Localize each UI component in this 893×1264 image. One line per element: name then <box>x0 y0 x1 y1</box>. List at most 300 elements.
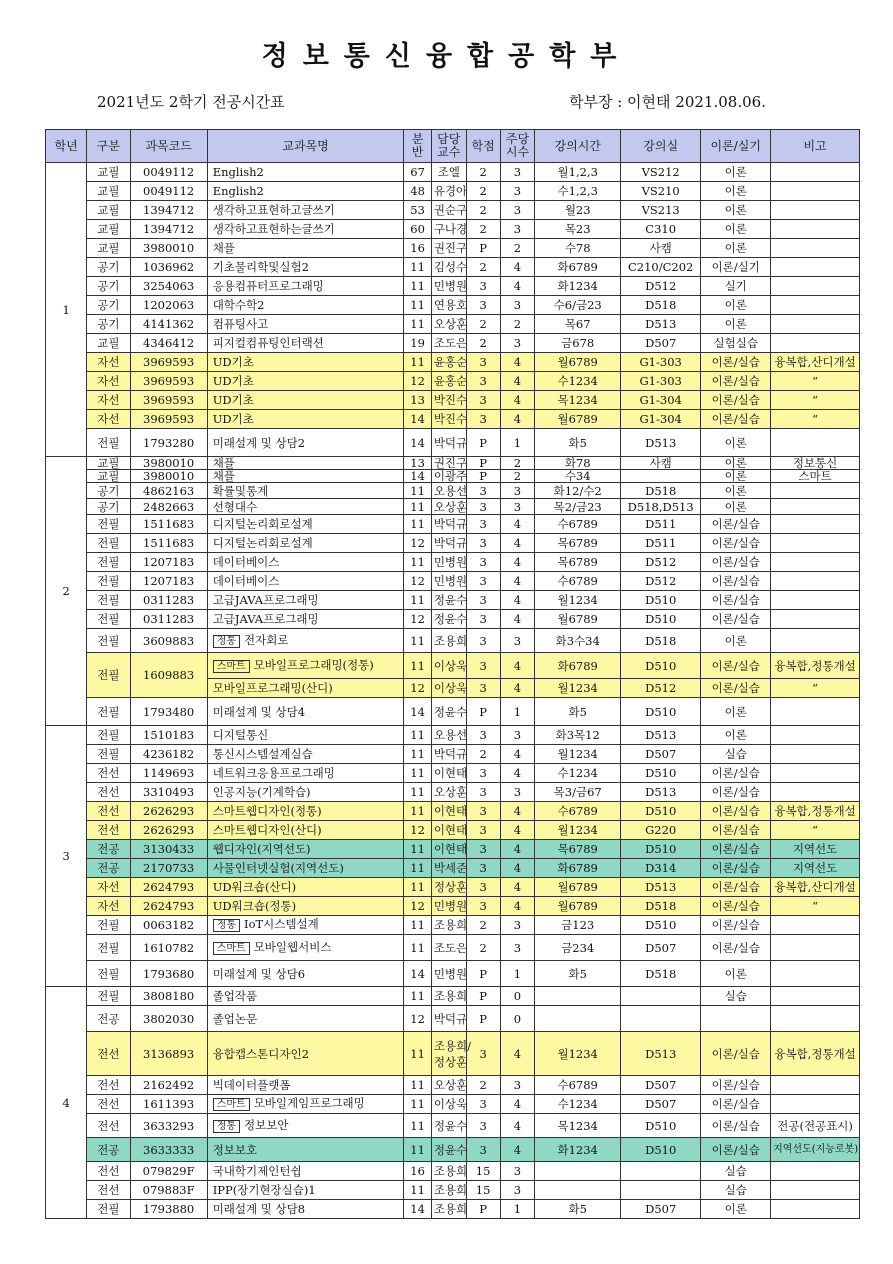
hr-cell: 0 <box>500 1006 535 1032</box>
room-cell: G220 <box>621 821 701 840</box>
table-row <box>46 783 860 802</box>
sec-cell: 14 <box>404 698 431 726</box>
hr-cell: 4 <box>500 353 535 372</box>
note-cell <box>771 534 860 553</box>
course-code-cell: 3136893 <box>130 1032 207 1076</box>
column-header: 분반 <box>404 130 431 163</box>
table-row <box>46 745 860 764</box>
room-cell: VS213 <box>621 201 701 220</box>
course-code-cell: 3609883 <box>130 629 207 653</box>
course-name-cell: 기초물리학및실험2 <box>207 258 404 277</box>
hr-cell: 1 <box>500 961 535 987</box>
time-cell: 수1234 <box>535 372 621 391</box>
hr-cell: 2 <box>500 239 535 258</box>
cr-cell: 15 <box>466 1181 500 1200</box>
prof-cell: 박진수 <box>431 391 466 410</box>
sec-cell: 11 <box>404 859 431 878</box>
course-name-cell: 웹디자인(지역선도) <box>207 840 404 859</box>
column-header: 학년 <box>46 130 87 163</box>
kind-cell: 이론 <box>701 726 771 745</box>
course-type-cell: 전필 <box>87 916 130 935</box>
time-cell: 화1234 <box>535 277 621 296</box>
prof-cell: 오상훈 <box>431 1076 466 1095</box>
prof-cell: 이현태 <box>431 821 466 840</box>
course-name-cell: 정통 IoT시스템설계 <box>207 916 404 935</box>
kind-cell: 이론 <box>701 182 771 201</box>
cr-cell: 3 <box>466 572 500 591</box>
kind-cell: 이론/실습 <box>701 802 771 821</box>
kind-cell: 이론/실습 <box>701 1032 771 1076</box>
table-row <box>46 201 860 220</box>
prof-cell: 정윤수 <box>431 610 466 629</box>
kind-cell: 이론/실습 <box>701 353 771 372</box>
room-cell: D507 <box>621 935 701 961</box>
table-row <box>46 277 860 296</box>
note-cell <box>771 916 860 935</box>
time-cell: 월1234 <box>535 821 621 840</box>
room-cell: D507 <box>621 1076 701 1095</box>
room-cell: D510 <box>621 1114 701 1138</box>
course-name-cell: 정보보호 <box>207 1138 404 1162</box>
room-cell <box>621 1162 701 1181</box>
prof-cell: 조용희 <box>431 1200 466 1219</box>
kind-cell: 실습 <box>701 1162 771 1181</box>
sec-cell: 12 <box>404 1006 431 1032</box>
course-name-cell: 국내학기제인턴쉽 <box>207 1162 404 1181</box>
time-cell: 화5 <box>535 961 621 987</box>
course-code-cell: 3808180 <box>130 987 207 1006</box>
course-code-cell: 1611393 <box>130 1095 207 1114</box>
cr-cell: P <box>466 1006 500 1032</box>
course-code-cell: 1207183 <box>130 553 207 572</box>
table-row <box>46 935 860 961</box>
course-name-cell: 스마트 모바일게임프로그래밍 <box>207 1095 404 1114</box>
room-cell: D512 <box>621 679 701 698</box>
prof-cell: 이상욱 <box>431 653 466 679</box>
course-type-cell: 전선 <box>87 764 130 783</box>
table-row <box>46 410 860 429</box>
kind-cell: 이론 <box>701 1200 771 1219</box>
room-cell <box>621 1006 701 1032</box>
year-cell: 2 <box>46 457 87 726</box>
prof-cell: 권진구 <box>431 239 466 258</box>
time-cell: 화3수34 <box>535 629 621 653</box>
course-name-cell: 채플 <box>207 239 404 258</box>
page-title: 정보통신융합공학부 <box>261 41 632 72</box>
course-code-cell: 1610782 <box>130 935 207 961</box>
time-cell: 금234 <box>535 935 621 961</box>
course-type-cell: 전선 <box>87 821 130 840</box>
time-cell: 수34 <box>535 470 621 483</box>
hr-cell: 4 <box>500 897 535 916</box>
sec-cell: 11 <box>404 745 431 764</box>
prof-cell: 정윤수 <box>431 591 466 610</box>
note-cell <box>771 572 860 591</box>
cr-cell: 3 <box>466 534 500 553</box>
room-cell <box>621 470 701 483</box>
course-name-cell: 대학수학2 <box>207 296 404 315</box>
course-code-cell: 4236182 <box>130 745 207 764</box>
sec-cell: 16 <box>404 239 431 258</box>
table-row <box>46 315 860 334</box>
kind-cell: 이론 <box>701 315 771 334</box>
cr-cell: 3 <box>466 499 500 515</box>
sec-cell: 67 <box>404 163 431 182</box>
course-code-cell: 079829F <box>130 1162 207 1181</box>
hr-cell: 4 <box>500 553 535 572</box>
prof-cell: 정윤수 <box>431 1138 466 1162</box>
course-name-cell: 디지털논리회로설계 <box>207 534 404 553</box>
track-tag: 정통 <box>213 635 240 648</box>
kind-cell: 이론 <box>701 698 771 726</box>
course-type-cell: 전선 <box>87 1095 130 1114</box>
note-cell <box>771 1076 860 1095</box>
note-cell <box>771 783 860 802</box>
column-header: 담당교수 <box>431 130 466 163</box>
prof-cell: 오상훈 <box>431 499 466 515</box>
cr-cell: P <box>466 987 500 1006</box>
course-type-cell: 교필 <box>87 334 130 353</box>
room-cell: 사캠 <box>621 239 701 258</box>
cr-cell: 3 <box>466 277 500 296</box>
room-cell: D518 <box>621 483 701 499</box>
course-code-cell: 1036962 <box>130 258 207 277</box>
table-row <box>46 372 860 391</box>
prof-cell: 이광주 <box>431 470 466 483</box>
time-cell: 월1,2,3 <box>535 163 621 182</box>
time-cell: 수6789 <box>535 1076 621 1095</box>
table-row <box>46 470 860 483</box>
note-cell <box>771 499 860 515</box>
year-cell: 4 <box>46 987 87 1219</box>
course-name-cell: UD기초 <box>207 372 404 391</box>
prof-cell: 민병원 <box>431 553 466 572</box>
table-row <box>46 334 860 353</box>
time-cell: 금678 <box>535 334 621 353</box>
course-type-cell: 자선 <box>87 878 130 897</box>
note-cell: 융복합,정통개설 <box>771 802 860 821</box>
kind-cell: 이론 <box>701 220 771 239</box>
room-cell: D512 <box>621 277 701 296</box>
room-cell: G1-304 <box>621 410 701 429</box>
course-type-cell: 공기 <box>87 499 130 515</box>
hr-cell: 3 <box>500 483 535 499</box>
sec-cell: 11 <box>404 1138 431 1162</box>
sec-cell: 11 <box>404 499 431 515</box>
room-cell: D513 <box>621 1032 701 1076</box>
prof-cell: 윤홍순 <box>431 353 466 372</box>
hr-cell: 4 <box>500 591 535 610</box>
cr-cell: P <box>466 239 500 258</box>
kind-cell: 이론/실습 <box>701 515 771 534</box>
table-body <box>46 163 860 1219</box>
course-type-cell: 전필 <box>87 987 130 1006</box>
course-code-cell: 0049112 <box>130 182 207 201</box>
time-cell: 화1234 <box>535 1138 621 1162</box>
course-type-cell: 공기 <box>87 483 130 499</box>
time-cell: 월6789 <box>535 878 621 897</box>
kind-cell: 이론/실습 <box>701 1138 771 1162</box>
kind-cell: 이론 <box>701 296 771 315</box>
prof-cell: 박덕규 <box>431 745 466 764</box>
kind-cell: 이론/실습 <box>701 859 771 878</box>
sec-cell: 11 <box>404 802 431 821</box>
kind-cell: 이론/실습 <box>701 821 771 840</box>
course-type-cell: 공기 <box>87 315 130 334</box>
hr-cell: 3 <box>500 182 535 201</box>
course-name-cell: 디지털논리회로설계 <box>207 515 404 534</box>
note-cell <box>771 1200 860 1219</box>
table-row <box>46 220 860 239</box>
note-cell <box>771 1181 860 1200</box>
sec-cell: 11 <box>404 764 431 783</box>
prof-cell: 이현태 <box>431 764 466 783</box>
kind-cell: 이론 <box>701 429 771 457</box>
note-cell <box>771 1095 860 1114</box>
course-code-cell: 4862163 <box>130 483 207 499</box>
time-cell: 월6789 <box>535 610 621 629</box>
time-cell: 수6789 <box>535 515 621 534</box>
cr-cell: P <box>466 457 500 470</box>
note-cell: “ <box>771 372 860 391</box>
semester-label: 2021년도 2학기 전공시간표 <box>97 93 285 111</box>
time-cell: 목1234 <box>535 1114 621 1138</box>
kind-cell: 이론/실습 <box>701 553 771 572</box>
kind-cell: 이론/실습 <box>701 935 771 961</box>
time-cell: 월1234 <box>535 1032 621 1076</box>
column-header: 교과목명 <box>207 130 404 163</box>
sec-cell: 12 <box>404 821 431 840</box>
course-name-cell: 정통 정보보안 <box>207 1114 404 1138</box>
time-cell: 월23 <box>535 201 621 220</box>
course-type-cell: 공기 <box>87 258 130 277</box>
cr-cell: 2 <box>466 1076 500 1095</box>
kind-cell: 이론/실습 <box>701 679 771 698</box>
kind-cell: 이론 <box>701 457 771 470</box>
course-name-cell: 네트워크응용프로그래밍 <box>207 764 404 783</box>
prof-cell: 박진수 <box>431 410 466 429</box>
note-cell <box>771 182 860 201</box>
note-cell: “ <box>771 679 860 698</box>
kind-cell: 실습 <box>701 987 771 1006</box>
cr-cell: 3 <box>466 391 500 410</box>
cr-cell: 2 <box>466 220 500 239</box>
prof-cell: 조용희 <box>431 1181 466 1200</box>
hr-cell: 4 <box>500 534 535 553</box>
time-cell: 화12/수2 <box>535 483 621 499</box>
course-name-cell: English2 <box>207 182 404 201</box>
course-name-cell: UD워크숍(정통) <box>207 897 404 916</box>
room-cell: D513 <box>621 878 701 897</box>
note-cell <box>771 163 860 182</box>
note-cell <box>771 334 860 353</box>
prof-cell: 조도은 <box>431 334 466 353</box>
track-tag: 정통 <box>213 919 240 932</box>
column-header: 비고 <box>771 130 860 163</box>
table-row <box>46 1076 860 1095</box>
note-cell: “ <box>771 391 860 410</box>
note-cell <box>771 935 860 961</box>
hr-cell: 3 <box>500 935 535 961</box>
course-type-cell: 전필 <box>87 534 130 553</box>
kind-cell: 실험실습 <box>701 334 771 353</box>
kind-cell: 이론/실습 <box>701 840 771 859</box>
hr-cell: 3 <box>500 201 535 220</box>
prof-cell: 조용희 <box>431 629 466 653</box>
prof-cell: 박세준 <box>431 859 466 878</box>
course-code-cell: 1793680 <box>130 961 207 987</box>
cr-cell: 3 <box>466 878 500 897</box>
cr-cell: P <box>466 429 500 457</box>
table-row <box>46 499 860 515</box>
table-row <box>46 1181 860 1200</box>
cr-cell: 3 <box>466 515 500 534</box>
course-code-cell: 1793480 <box>130 698 207 726</box>
note-cell: “ <box>771 897 860 916</box>
cr-cell: 2 <box>466 916 500 935</box>
time-cell: 수6789 <box>535 572 621 591</box>
course-code-cell: 2482663 <box>130 499 207 515</box>
course-code-cell: 4141362 <box>130 315 207 334</box>
course-type-cell: 전필 <box>87 726 130 745</box>
prof-cell: 이현태 <box>431 802 466 821</box>
room-cell: D511 <box>621 515 701 534</box>
cr-cell: 2 <box>466 163 500 182</box>
time-cell: 화6789 <box>535 653 621 679</box>
time-cell: 목6789 <box>535 553 621 572</box>
table-row <box>46 859 860 878</box>
course-type-cell: 전공 <box>87 1138 130 1162</box>
room-cell: D513 <box>621 783 701 802</box>
note-cell <box>771 315 860 334</box>
prof-cell: 민병원 <box>431 277 466 296</box>
note-cell <box>771 745 860 764</box>
course-type-cell: 전선 <box>87 1076 130 1095</box>
sec-cell: 11 <box>404 916 431 935</box>
sec-cell: 11 <box>404 296 431 315</box>
course-code-cell: 2626293 <box>130 821 207 840</box>
table-row <box>46 534 860 553</box>
sec-cell: 11 <box>404 483 431 499</box>
course-name-cell: 졸업작품 <box>207 987 404 1006</box>
course-code-cell: 1394712 <box>130 201 207 220</box>
time-cell <box>535 1006 621 1032</box>
room-cell: D510 <box>621 916 701 935</box>
cr-cell: 3 <box>466 1032 500 1076</box>
cr-cell: 3 <box>466 353 500 372</box>
prof-cell: 윤홍순 <box>431 372 466 391</box>
sec-cell: 13 <box>404 457 431 470</box>
room-cell: D510 <box>621 840 701 859</box>
cr-cell: 3 <box>466 553 500 572</box>
kind-cell: 실습 <box>701 1181 771 1200</box>
course-type-cell: 전필 <box>87 629 130 653</box>
course-code-cell: 3969593 <box>130 410 207 429</box>
kind-cell: 이론 <box>701 483 771 499</box>
sec-cell: 11 <box>404 840 431 859</box>
time-cell: 화3목12 <box>535 726 621 745</box>
sec-cell: 14 <box>404 470 431 483</box>
course-code-cell: 3633333 <box>130 1138 207 1162</box>
kind-cell: 이론 <box>701 470 771 483</box>
room-cell: D510 <box>621 610 701 629</box>
course-code-cell: 2162492 <box>130 1076 207 1095</box>
table-row <box>46 878 860 897</box>
course-code-cell: 1207183 <box>130 572 207 591</box>
track-tag: 스마트 <box>213 942 250 955</box>
time-cell: 목1234 <box>535 391 621 410</box>
prof-cell: 박덕규 <box>431 515 466 534</box>
hr-cell: 4 <box>500 610 535 629</box>
kind-cell: 이론/실습 <box>701 591 771 610</box>
hr-cell: 3 <box>500 629 535 653</box>
time-cell: 월6789 <box>535 897 621 916</box>
prof-cell: 권진구 <box>431 457 466 470</box>
course-code-cell: 079883F <box>130 1181 207 1200</box>
kind-cell: 실습 <box>701 745 771 764</box>
sec-cell: 14 <box>404 1200 431 1219</box>
hr-cell: 4 <box>500 745 535 764</box>
sec-cell: 14 <box>404 961 431 987</box>
prof-cell: 오용선 <box>431 726 466 745</box>
year-cell: 3 <box>46 726 87 987</box>
time-cell: 월6789 <box>535 353 621 372</box>
course-name-cell: 정통 전자회로 <box>207 629 404 653</box>
course-name-cell: 데이터베이스 <box>207 572 404 591</box>
time-cell: 화5 <box>535 698 621 726</box>
cr-cell: 3 <box>466 840 500 859</box>
kind-cell: 이론 <box>701 629 771 653</box>
room-cell: D511 <box>621 534 701 553</box>
course-type-cell: 전선 <box>87 1032 130 1076</box>
table-row <box>46 182 860 201</box>
note-cell: “ <box>771 410 860 429</box>
course-type-cell: 전필 <box>87 572 130 591</box>
course-code-cell: 3130433 <box>130 840 207 859</box>
cr-cell: P <box>466 1200 500 1219</box>
course-type-cell: 전선 <box>87 802 130 821</box>
course-code-cell: 4346412 <box>130 334 207 353</box>
room-cell: D507 <box>621 1095 701 1114</box>
note-cell <box>771 258 860 277</box>
course-code-cell: 1510183 <box>130 726 207 745</box>
course-type-cell: 전필 <box>87 698 130 726</box>
sec-cell: 11 <box>404 1114 431 1138</box>
year-cell: 1 <box>46 163 87 457</box>
course-name-cell: 미래설계 및 상담8 <box>207 1200 404 1219</box>
table-row <box>46 726 860 745</box>
course-type-cell: 전필 <box>87 553 130 572</box>
table-row <box>46 391 860 410</box>
sec-cell: 48 <box>404 182 431 201</box>
note-cell <box>771 277 860 296</box>
course-type-cell: 자선 <box>87 353 130 372</box>
hr-cell: 2 <box>500 470 535 483</box>
kind-cell: 이론/실기 <box>701 258 771 277</box>
course-code-cell: 1793880 <box>130 1200 207 1219</box>
course-name-cell: UD기초 <box>207 391 404 410</box>
room-cell: D518 <box>621 961 701 987</box>
cr-cell: 15 <box>466 1162 500 1181</box>
course-code-cell: 1149693 <box>130 764 207 783</box>
hr-cell: 4 <box>500 653 535 679</box>
sec-cell: 14 <box>404 429 431 457</box>
room-cell: D314 <box>621 859 701 878</box>
column-header: 구분 <box>87 130 130 163</box>
sec-cell: 11 <box>404 629 431 653</box>
course-code-cell: 3802030 <box>130 1006 207 1032</box>
table-row <box>46 572 860 591</box>
